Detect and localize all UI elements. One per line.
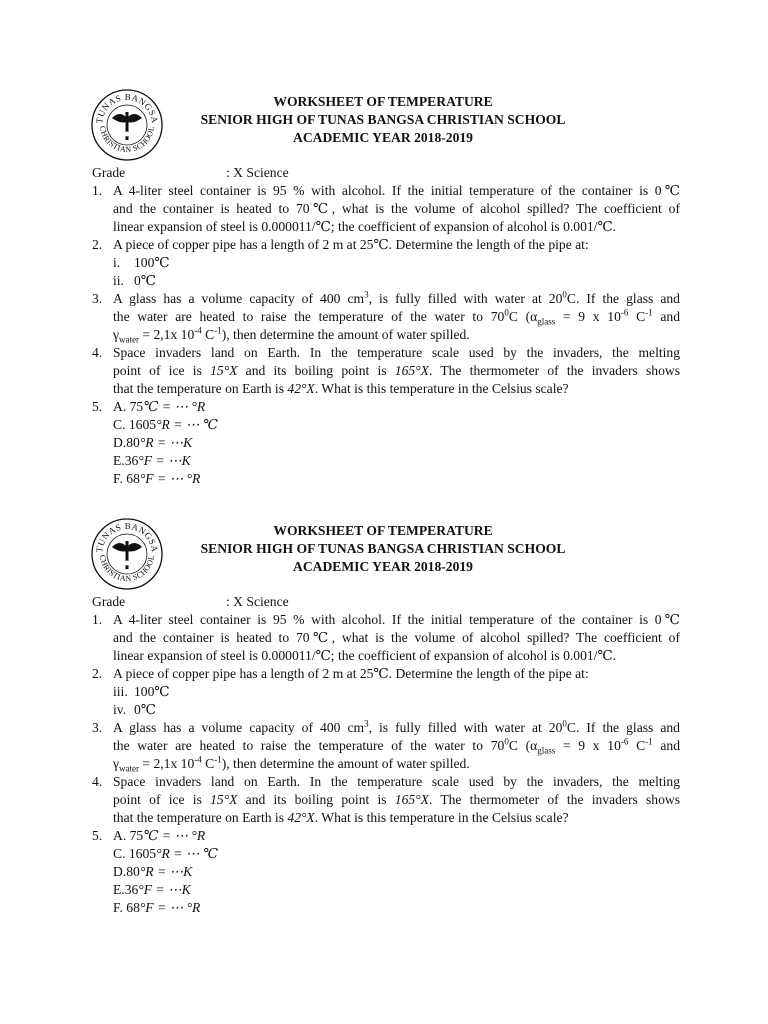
conversion-item: E.36°F = ⋯K: [113, 882, 191, 897]
conversion-item: F. 68°F = ⋯ °R: [113, 471, 201, 486]
grade-value: : X Science: [226, 594, 289, 609]
question-4: [92, 344, 680, 398]
conversion-item: E.36°F = ⋯K: [113, 453, 191, 468]
academic-year: ACADEMIC YEAR 2018-2019: [293, 130, 473, 145]
conversion-item: A. 75℃ = ⋯ °R: [113, 399, 206, 414]
worksheet-body: [92, 593, 680, 917]
question-text-line: Space invaders land on Earth. In the temperature scale used by the invaders, the melting: [113, 774, 680, 789]
question-text-line: A glass has a volume capacity of 400 $cm^3$, is fully filled with water at $20^0C$. If the glass and: [113, 289, 680, 306]
question-number: 5.: [92, 399, 103, 414]
sub-item: i. 100℃: [113, 255, 170, 270]
cross-dove-icon: [112, 112, 142, 140]
logo-ring-top: TUNAS BANGSA: [93, 91, 161, 125]
logo-ring-bottom: CHRISTIAN SCHOOL: [97, 125, 157, 155]
grade-line: [92, 593, 680, 611]
question-number: 1.: [92, 612, 103, 627]
question-text-line: the water are heated to raise the temperature of the water to $70^0C$ ($\alpha_{glass} = 9$ x $10^{-6}$ $C^{-1}$ and: [113, 307, 680, 327]
grade-label: Grade: [92, 594, 126, 609]
conversion-item: C. 1605°R = ⋯ ℃: [113, 417, 218, 432]
worksheet-body: [92, 164, 680, 488]
logo-ring-top: TUNAS BANGSA: [93, 520, 161, 554]
conversion-item: D.80°R = ⋯K: [113, 864, 193, 879]
question-3: [92, 719, 680, 773]
question-number: 3.: [92, 291, 103, 306]
question-text-line: point of ice is 15°X and its boiling point is 165°X. The thermometer of the invaders shows: [113, 363, 681, 378]
question-text-line: A piece of copper pipe has a length of 2 m at 25℃. Determine the length of the pipe at:: [113, 666, 589, 681]
question-text-line: A glass has a volume capacity of 400 $cm^3$, is fully filled with water at $20^0C$. If the glass and: [113, 718, 680, 735]
question-5: [92, 827, 680, 917]
question-list: [92, 182, 680, 488]
question-list: [92, 611, 680, 917]
question-text-line: linear expansion of steel is 0.000011/℃; the coefficient of expansion of alcohol is 0.001/℃.: [113, 219, 617, 234]
grade-label: Grade: [92, 165, 126, 180]
question-4: [92, 773, 680, 827]
logo-ring-bottom: CHRISTIAN SCHOOL: [97, 554, 157, 584]
school-name: SENIOR HIGH OF TUNAS BANGSA CHRISTIAN SCHOOL: [200, 541, 566, 556]
worksheet-header: [150, 522, 616, 576]
cross-dove-icon: [112, 541, 142, 569]
question-text-line: Space invaders land on Earth. In the temperature scale used by the invaders, the melting: [113, 345, 680, 360]
question-text-line: A 4-liter steel container is 95 % with alcohol. If the initial temperature of the container is 0℃: [113, 612, 680, 627]
academic-year: ACADEMIC YEAR 2018-2019: [293, 559, 473, 574]
sub-item: ii. 0℃: [113, 273, 157, 288]
sub-item: iv. 0℃: [113, 702, 157, 717]
question-text-line: and the container is heated to 70℃, what is the volume of alcohol spilled? The coefficient of: [113, 201, 680, 216]
conversion-item: D.80°R = ⋯K: [113, 435, 193, 450]
question-number: 2.: [92, 666, 103, 681]
question-number: 2.: [92, 237, 103, 252]
question-5: [92, 398, 680, 488]
question-number: 4.: [92, 345, 103, 360]
question-1: [92, 611, 680, 665]
question-text-line: A 4-liter steel container is 95 % with alcohol. If the initial temperature of the container is 0℃: [113, 183, 680, 198]
question-text-line: linear expansion of steel is 0.000011/℃; the coefficient of expansion of alcohol is 0.001/℃.: [113, 648, 617, 663]
question-text-line: that the temperature on Earth is 42°X. What is this temperature in the Celsius scale?: [113, 381, 569, 396]
question-number: 5.: [92, 828, 103, 843]
school-name: SENIOR HIGH OF TUNAS BANGSA CHRISTIAN SCHOOL: [200, 112, 566, 127]
question-number: 3.: [92, 720, 103, 735]
question-3: [92, 290, 680, 344]
question-text-line: the water are heated to raise the temperature of the water to $70^0C$ ($\alpha_{glass} = 9$ x $10^{-6}$ $C^{-1}$ and: [113, 736, 680, 756]
question-text-line: point of ice is 15°X and its boiling point is 165°X. The thermometer of the invaders shows: [113, 792, 681, 807]
question-number: 4.: [92, 774, 103, 789]
question-text-line: $\gamma_{water} = 2,1x$ $10^{-4}$ $C^{-1}$), then determine the amount of water spilled.: [113, 754, 470, 774]
conversion-item: A. 75℃ = ⋯ °R: [113, 828, 206, 843]
sub-item: iii. 100℃: [113, 684, 170, 699]
question-2: [92, 236, 680, 290]
worksheet-title: WORKSHEET OF TEMPERATURE: [273, 94, 493, 109]
question-2: [92, 665, 680, 719]
grade-line: [92, 164, 680, 182]
grade-value: : X Science: [226, 165, 289, 180]
conversion-item: C. 1605°R = ⋯ ℃: [113, 846, 218, 861]
question-1: [92, 182, 680, 236]
question-text-line: A piece of copper pipe has a length of 2 m at 25℃. Determine the length of the pipe at:: [113, 237, 589, 252]
conversion-item: F. 68°F = ⋯ °R: [113, 900, 201, 915]
question-text-line: that the temperature on Earth is 42°X. What is this temperature in the Celsius scale?: [113, 810, 569, 825]
worksheet-title: WORKSHEET OF TEMPERATURE: [273, 523, 493, 538]
question-text-line: and the container is heated to 70℃, what is the volume of alcohol spilled? The coefficient of: [113, 630, 680, 645]
question-text-line: $\gamma_{water} = 2,1x$ $10^{-4}$ $C^{-1}$), then determine the amount of water spilled.: [113, 325, 470, 345]
worksheet-header: [150, 93, 616, 147]
question-number: 1.: [92, 183, 103, 198]
